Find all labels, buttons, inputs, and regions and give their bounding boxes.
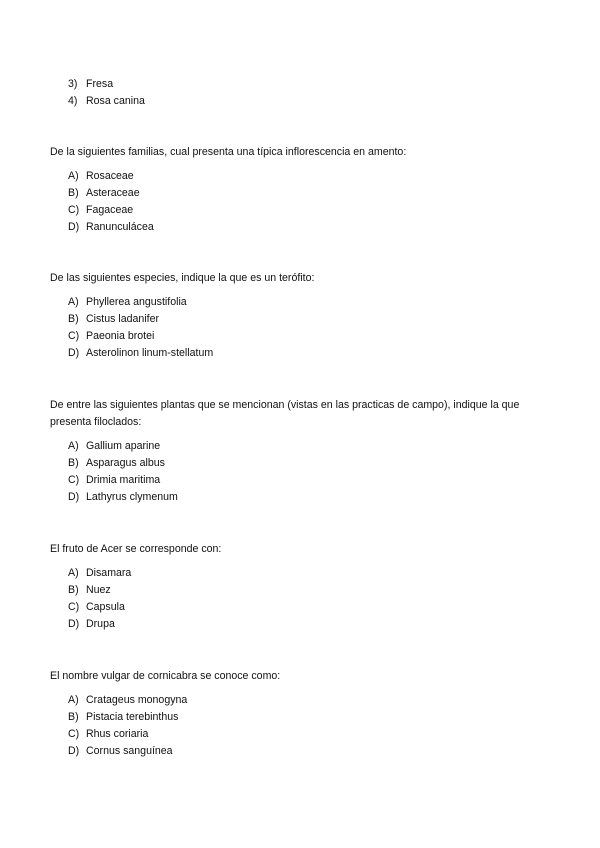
option: C) Paeonia brotei [68, 330, 155, 342]
option: B) Asteraceae [68, 187, 140, 199]
option: 3) Fresa [68, 78, 114, 90]
option: 4) Rosa canina [68, 95, 145, 107]
option: A) Phyllerea angustifolia [68, 296, 187, 308]
question-text: El fruto de Acer se corresponde con: [50, 543, 222, 555]
option: A) Disamara [68, 567, 132, 579]
question-text: De entre las siguientes plantas que se mencionan (vistas en las practicas de campo), indique la que presenta filoclados: [50, 399, 520, 428]
question-text: El nombre vulgar de cornicabra se conoce como: [50, 670, 281, 682]
option: B) Pistacia terebinthus [68, 711, 179, 723]
option: C) Rhus coriaria [68, 728, 149, 740]
option: B) Cistus ladanifer [68, 313, 160, 325]
option: D) Asterolinon linum-stellatum [68, 347, 214, 359]
option-list [68, 565, 131, 633]
option-list [68, 692, 187, 760]
option: D) Drupa [68, 618, 115, 630]
option-list [68, 168, 154, 236]
option: C) Drimia maritima [68, 474, 161, 486]
option: C) Capsula [68, 601, 125, 613]
option-list [68, 438, 178, 506]
option: A) Rosaceae [68, 170, 134, 182]
question-text: De la siguientes familias, cual presenta una típica inflorescencia en amento: [50, 146, 407, 158]
intro-option-list [68, 76, 145, 110]
option-list [68, 294, 213, 362]
option: B) Asparagus albus [68, 457, 165, 469]
option: B) Nuez [68, 584, 111, 596]
option: A) Cratageus monogyna [68, 694, 188, 706]
option: D) Ranunculácea [68, 221, 154, 233]
option: D) Cornus sanguínea [68, 745, 173, 757]
option: A) Gallium aparine [68, 440, 161, 452]
question-text: De las siguientes especies, indique la que es un terófito: [50, 272, 315, 284]
option: C) Fagaceae [68, 204, 134, 216]
option: D) Lathyrus clymenum [68, 491, 178, 503]
